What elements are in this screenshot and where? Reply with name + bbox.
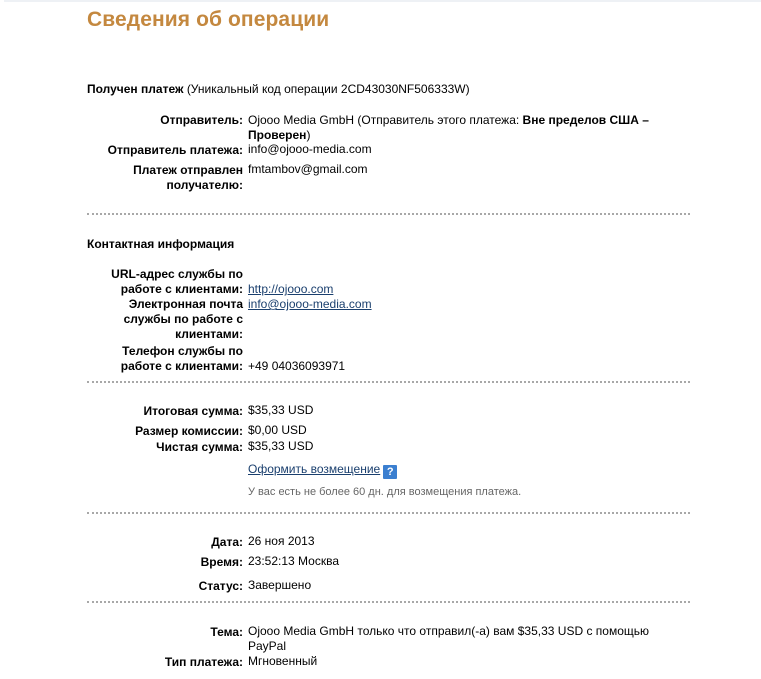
- fee-label: Размер комиссии:: [135, 424, 243, 438]
- status-value: Завершено: [248, 578, 312, 592]
- refund-row: [248, 462, 678, 479]
- payment-header: [87, 82, 470, 96]
- support-email-label: Электронная почта службы по работе с клиентами:: [123, 297, 243, 341]
- total-value: $35,33 USD: [248, 403, 314, 417]
- refund-link[interactable]: Оформить возмещение: [248, 462, 381, 476]
- payer-label: Отправитель платежа:: [107, 143, 243, 157]
- support-url-value: [248, 282, 678, 297]
- payment-type-label: Тип платежа:: [164, 655, 243, 669]
- recipient-label: Платеж отправлен получателю:: [133, 163, 243, 192]
- payment-type-value: Мгновенный: [248, 654, 318, 668]
- support-email-value: [248, 297, 678, 312]
- sender-value-prefix: Ojooo Media GmbH (Отправитель этого платежа:: [248, 113, 523, 127]
- support-url-link[interactable]: http://ojooo.com: [248, 282, 334, 296]
- total-label: Итоговая сумма:: [143, 404, 243, 418]
- support-phone-value: +49 04036093971: [248, 359, 346, 373]
- date-value: 26 ноя 2013: [248, 534, 315, 548]
- date-label: Дата:: [211, 535, 243, 549]
- net-value: $35,33 USD: [248, 439, 314, 453]
- transaction-code: (Уникальный код операции 2CD43030NF506333W): [186, 82, 470, 96]
- support-phone-label: Телефон службы по работе с клиентами:: [120, 344, 243, 373]
- contact-heading: Контактная информация: [87, 237, 235, 251]
- recipient-value: fmtambov@gmail.com: [248, 162, 368, 176]
- time-value: 23:52:13 Москва: [248, 554, 340, 568]
- subject-label: Тема:: [210, 625, 243, 639]
- separator: [87, 601, 690, 603]
- support-email-link[interactable]: info@ojooo-media.com: [248, 297, 372, 311]
- payment-status: Получен платеж: [87, 82, 184, 96]
- separator: [87, 381, 690, 383]
- top-border: [4, 0, 761, 2]
- sender-verification: Вне пределов США – Проверен: [248, 113, 649, 142]
- separator: [87, 213, 690, 215]
- payer-value: info@ojooo-media.com: [248, 142, 372, 156]
- fee-value: $0,00 USD: [248, 423, 307, 437]
- support-url-label: URL-адрес службы по работе с клиентами:: [111, 267, 243, 296]
- net-label: Чистая сумма:: [156, 440, 243, 454]
- help-icon[interactable]: ?: [383, 465, 397, 479]
- sender-label: Отправитель:: [160, 113, 243, 127]
- page-title: Сведения об операции: [87, 8, 330, 31]
- refund-note: У вас есть не более 60 дн. для возмещения платежа.: [248, 486, 522, 498]
- subject-value: Ojooo Media GmbH только что отправил(-а) вам $35,33 USD с помощью PayPal: [248, 624, 650, 653]
- sender-value-suffix: ): [306, 128, 311, 142]
- status-label: Статус:: [198, 579, 243, 593]
- separator: [87, 512, 690, 514]
- time-label: Время:: [200, 555, 243, 569]
- sender-value: [248, 113, 678, 143]
